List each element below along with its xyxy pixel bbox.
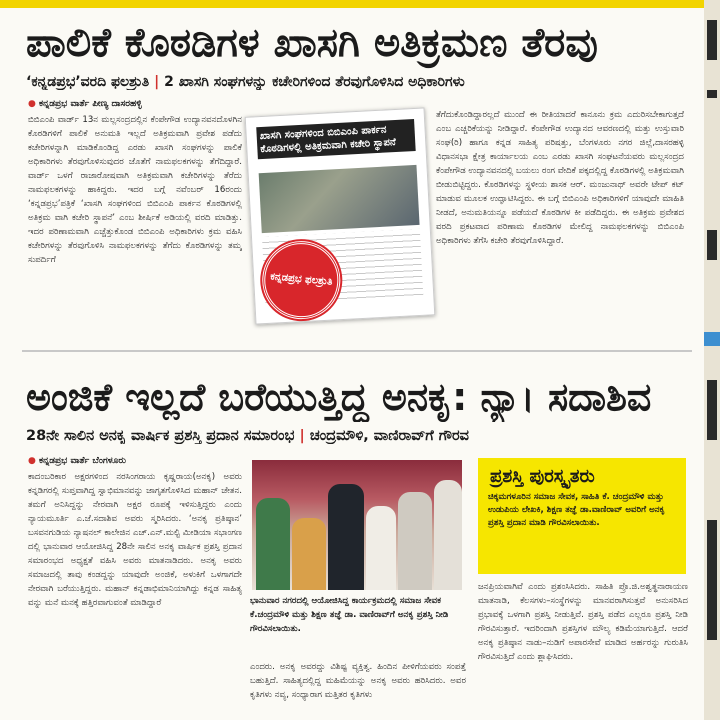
bullet-icon: ● (28, 99, 36, 109)
photo-caption: ಭಾನುವಾರ ನಗರದಲ್ಲಿ ಆಯೋಜಿಸಿದ್ದ ಕಾರ್ಯಕ್ರಮದಲ್ಲಿ ಸಮಾಜ ಸೇವಕ ಕೆ.ಚಂದ್ರಮೌಳಿ ಮತ್ತು ಶಿಕ್ಷಣ ತಜ್ಞೆ ಡಾ. ವಾಣಿರಾವ್‌ಗೆ ಅನಕೃ ಪ್ರಶಸ್ತಿ ನೀಡಿ ಗೌರವಿಸಲಾಯಿತು. (250, 596, 449, 634)
divider (22, 350, 692, 352)
article1-byline (28, 99, 142, 109)
byline-place: ಬೆಂಗಳೂರು (92, 456, 126, 466)
article2-column-2: ಎಂದರು. ಅನಕೃ ಅವರದ್ದು ವಿಶಿಷ್ಟ ವ್ಯಕ್ತಿತ್ವ. ಹಿಂದಿನ ಪೀಳಿಗೆಯವರು ಸಂಪತ್ತೆ ಬಹುತ್ತಿದೆ. ಸಾಹಿತ್ಯದಲ್ಲಿದ್ದ ಮಹಿಮೆಯನ್ನು ಅನಕೃ ಅವರು ಹರಿಸಿದರು. ಅವರ ಕೃತಿಗಳು ನವ್ಯ, ಸಂಧ್ಯಾರಾಗ ಮತ್ತಿತರ ಕೃತಿಗಳು (250, 662, 466, 700)
byline-place: ಪೀಣ್ಯ ದಾಸರಹಳ್ಳಿ (92, 99, 142, 109)
subhead-separator: | (154, 74, 160, 90)
article2-subhead (26, 428, 696, 444)
article1-column-1: ಬಿಬಿಎಂಪಿ ವಾರ್ಡ್ 13ನ ಮಲ್ಲಸಂದ್ರದಲ್ಲಿನ ಕೆಂಪೇಗೌಡ ಉದ್ಯಾನವನದೊಳಗಿನ ಕೊಠಡಿಗಳಿಗೆ ಪಾಲಿಕೆ ಅನುಮತಿ ಇಲ್ಲದೆ ಅತಿಕ್ರಮವಾಗಿ ಪ್ರವೇಶ ಪಡೆದು ಕಚೇರಿಗಳನ್ನಾಗಿ ಮಾಡಿಕೊಂಡಿದ್ದ ಎರಡು ಖಾಸಗಿ ಸಂಘಗಳನ್ನು ಪಾಲಿಕೆ ಅಧಿಕಾರಿಗಳು ತೆರವುಗೊಳಿಸುವುದರ ಜೊತೆಗೆ ನಾಮಫಲಕಗಳನ್ನು ತೆಗೆದಿದ್ದಾರೆ. ವಾರ್ಡ್ ಒಳಗೆ ರಾಜಾರೋಷವಾಗಿ ಅತಿಕ್ರಮವಾಗಿ ಕಚೇರಿಗಳನ್ನು ತೆರೆದು ನಾಮಫಲಕಗಳನ್ನು ಹಾಕಿದ್ದರು. ಇದರ ಬಗ್ಗೆ ನವೆಂಬರ್ 16ರಂದು ‘ಕನ್ನಡಪ್ರಭ’ಪತ್ರಿಕೆ ‘ಖಾಸಗಿ ಸಂಘಗಳಿಂದ ಬಿಬಿಎಂಪಿ ಪಾರ್ಕನ ಕೊಠಡಿಗಳಲ್ಲಿ ಅತಿಕ್ರಮ ವಾಗಿ ಕಚೇರಿ ಸ್ಥಾಪನೆ’ ಎಂಬ ಶೀರ್ಷಿಕೆ ಅಡಿಯಲ್ಲಿ ವರದಿ ಮಾಡಿತ್ತು. ಇದರ ಪರಿಣಾಮವಾಗಿ ಎಚ್ಚೆತ್ತುಕೊಂಡ ಬಿಬಿಎಂಪಿ ಅಧಿಕಾರಿಗಳು ಕ್ರಮ ವಹಿಸಿ ಕಚೇರಿಗಳನ್ನು ತೆರವುಗೊಳಿಸಿ ನಾಮಫಲಕಗಳನ್ನು ತೆಗೆದು ಕೊಠಡಿಗಳನ್ನು ತಮ್ಮ ಸುಪರ್ದಿಗೆ (28, 115, 242, 265)
article1-subhead-left: ‘ಕನ್ನಡಪ್ರಭ’ವರದಿ ಫಲಶ್ರುತಿ (26, 74, 150, 90)
article2-subhead-right: ಚಂದ್ರಮೌಳಿ, ವಾಣಿರಾವ್‌ಗೆ ಗೌರವ (309, 428, 469, 444)
article2-subhead-left: 28ನೇ ಸಾಲಿನ ಅನಕೃ ವಾರ್ಷಿಕ ಪ್ರಶಸ್ತಿ ಪ್ರದಾನ ಸಮಾರಂಭ (26, 428, 295, 444)
adjacent-page-edge (704, 0, 720, 720)
clipping-photo (259, 165, 420, 233)
award-box-title: ಪ್ರಶಸ್ತಿ ಪುರಸ್ಕೃತರು (490, 466, 595, 487)
award-box-text: ಚಿಕ್ಕಮಗಳೂರಿನ ಸಮಾಜ ಸೇವಕ, ಸಾಹಿತಿ ಕೆ. ಚಂದ್ರಮೌಳಿ ಮತ್ತು ಉಡುಪಿಯ ಲೇಖಕಿ, ಶಿಕ್ಷಣ ತಜ್ಞೆ ಡಾ.ವಾಣಿರಾವ್ ಅವರಿಗೆ ಅನಕೃ ಪ್ರಶಸ್ತಿ ಪ್ರದಾನ ಮಾಡಿ ಗೌರವಿಸಲಾಯಿತು. (488, 492, 665, 528)
award-winners-box (478, 458, 686, 574)
clipping-title: ಖಾಸಗಿ ಸಂಘಗಳಿಂದ ಬಿಬಿಎಂಪಿ ಪಾರ್ಕನ ಕೊಠಡಿಗಳಲ್ಲಿ ಅತಿಕ್ರಮವಾಗಿ ಕಚೇರಿ ಸ್ಥಾಪನೆ (256, 119, 415, 159)
article2-headline: ಅಂಜಿಕೆ ಇಲ್ಲದೆ ಬರೆಯುತ್ತಿದ್ದ ಅನಕೃ: ನ್ಯಾ। ಸದಾಶಿವ (26, 375, 652, 419)
article1-clipping (245, 107, 436, 324)
subhead-separator: | (299, 428, 305, 444)
article1-subhead-right: 2 ಖಾಸಗಿ ಸಂಘಗಳನ್ನು ಕಚೇರಿಗಳಿಂದ ತೆರವುಗೊಳಿಸಿದ ಅಧಿಕಾರಿಗಳು (164, 74, 465, 90)
article2-byline (28, 456, 126, 466)
article2-column-1: ಕಾದಂಬರಿಕಾರ ಅಕ್ಷರಗಳಿಂದ ನರಸಿಂಗರಾಯ ಕೃಷ್ಣರಾಯ(ಅನಕೃ) ಅವರು ಕನ್ನಡಿಗರಲ್ಲಿ ಸುಪ್ತವಾಗಿದ್ದ ಸ್ವಾಭಿಮಾನವನ್ನು ಜಾಗೃತಗೊಳಿಸಿದ ಮಹಾನ್ ಚೇತನ. ತಮಗೆ ಅನಿಸಿದ್ದನ್ನು ನೇರವಾಗಿ ಅಕ್ಷರ ರೂಪಕ್ಕೆ ಇಳಿಸುತ್ತಿದ್ದರು ಎಂದು ನ್ಯಾಯಮೂರ್ತಿ ಎ.ಜೆ.ಸದಾಶಿವ ಅವರು ಸ್ಮರಿಸಿದರು. ‘ಅನಕೃ ಪ್ರತಿಷ್ಠಾನ’ ಬಸವನಗುಡಿಯ ನ್ಯಾಷನಲ್ ಕಾಲೇಜಿನ ಎಚ್.ಎನ್.ಮಲ್ಟಿ ಮೀಡಿಯಾ ಸಭಾಂಗಣ ದಲ್ಲಿ ಭಾನುವಾರ ಆಯೋಜಿಸಿದ್ದ 28ನೇ ಸಾಲಿನ ಅನಕೃ ವಾರ್ಷಿಕ ಪ್ರಶಸ್ತಿ ಪ್ರದಾನ ಸಮಾರಂಭದ ಅಧ್ಯಕ್ಷತೆ ವಹಿಸಿ ಅವರು ಮಾತನಾಡಿದರು. ಅನಕೃ ಅವರು ಸಮಾಜದಲ್ಲಿ ತಾವು ಕಂಡದ್ದನ್ನು ಯಾವುದೇ ಅಂಜಿಕೆ, ಅಳುಕಿಗೆ ಒಳಗಾಗದೇ ನೇರವಾಗಿ ಬರೆಯುತ್ತಿದ್ದರು. ಮಹಾನ್ ಕನ್ನಡಾಭಿಮಾನಿಯಾಗಿದ್ದು ಕನ್ನಡ ಸಾಹಿತ್ಯ ವನ್ನು ಮನೆ ಮನಕ್ಕೆ ಹತ್ತಿರವಾಗುವಂತೆ ಮಾಡಿದ್ದಾರೆ (28, 472, 242, 608)
byline-name: ಕನ್ನಡಪ್ರಭ ವಾರ್ತೆ (39, 456, 90, 466)
bullet-icon: ● (28, 456, 36, 466)
article1-headline: ಪಾಲಿಕೆ ಕೊಠಡಿಗಳ ಖಾಸಗಿ ಅತಿಕ್ರಮಣ ತೆರವು (26, 20, 598, 66)
award-ceremony-photo (252, 460, 462, 590)
article1-subhead (26, 74, 696, 90)
phalashruti-stamp: ಕನ್ನಡಪ್ರಭ ಫಲಶ್ರುತಿ (259, 238, 344, 323)
article2-column-3: ಜನಪ್ರಿಯವಾಗಿವೆ ಎಂದು ಪ್ರಶಂಸಿಸಿದರು. ಸಾಹಿತಿ ಪ್ರೊ.ಜಿ.ಅಶ್ವತ್ಥನಾರಾಯಣ ಮಾತನಾಡಿ, ಕೆಲಸಗಳು–ಸಂಸ್ಥೆಗಳನ್ನು ಮಾನವರಾಗಿಸುತ್ತವೆ ಅನುಸರಿಸಿದ ಪ್ರಭಾವಕ್ಕೆ ಒಳಗಾಗಿ ಪ್ರಶಸ್ತಿ ನೀಡುತ್ತಿವೆ. ಪ್ರಶಸ್ತಿ ಪಡೆದ ಎಲ್ಲರೂ ಪ್ರಶಸ್ತಿ ನೀಡಿ ಗೌರವಿಸುತ್ತಾರೆ. ಇದರಿಂದಾಗಿ ಪ್ರಶಸ್ತಿಗಳ ಮೌಲ್ಯ ಕಡಿಮೆಯಾಗುತ್ತಿದೆ. ಆದರೆ ಅನಕೃ ಪ್ರತಿಷ್ಠಾನ ನಾಡು–ನುಡಿಗೆ ಅಪಾರಸೇವೆ ಮಾಡಿದ ಅರ್ಹರನ್ನು ಗುರುತಿಸಿ ಗೌರವಿಸುತ್ತಿದೆ ಎಂದು ಶ್ಲಾಘಿಸಿದರು. (478, 582, 688, 662)
top-yellow-strip (0, 0, 704, 8)
article1-column-2: ತೆಗೆದುಕೊಂಡಿದ್ದಾರಲ್ಲದೆ ಮುಂದೆ ಈ ರೀತಿಯಾದರೆ ಕಾನೂನು ಕ್ರಮ ಎದುರಿಸಬೇಕಾಗುತ್ತದೆ ಎಂಬ ಎಚ್ಚರಿಕೆಯನ್ನು ನೀಡಿದ್ದಾರೆ. ಕೆಂಪೇಗೌಡ ಉದ್ಯಾನದ ಆವರಣದಲ್ಲಿ ಮತ್ತು ಉಸ್ತುವಾರಿ ಸಂಘ(ರಿ) ಹಾಗೂ ಕನ್ನಡ ಸಾಹಿತ್ಯ ಪರಿಷತ್ತು, ಬೆಂಗಳೂರು ನಗರ ಜಿಲ್ಲೆ,ದಾಸರಹಳ್ಳಿ ವಿಧಾನಸಭಾ ಕ್ಷೇತ್ರ ಕಾರ್ಯಾಲಯ ಎಂಬ ಎರಡು ಖಾಸಗಿ ಸಂಘಟನೆಯವರು ಮಲ್ಲಸಂದ್ರದ ಕೆಂಪೇಗೌಡ ಉದ್ಯಾನವನದಲ್ಲಿ ಬಯಲು ರಂಗ ವೇದಿಕೆ ಪಕ್ಕದಲ್ಲಿದ್ದ ಕೊಠಡಿಗಳಲ್ಲಿ ಅತಿಕ್ರಮವಾಗಿ ಬೀಡುಬಿಟ್ಟಿದ್ದರು. ಕೊಠಡಿಗಳನ್ನು ಸ್ಥಳೀಯ ಶಾಸಕ ಆರ್. ಮಂಜುನಾಥ್ ಅವರೇ ಟೇಪ್ ಕಟ್ ಮಾಡುವ ಮೂಲಕ ಉದ್ಘಾಟಿಸಿದ್ದರು. ಈ ಬಗ್ಗೆ ಬಿಬಿಎಂಪಿ ಅಧಿಕಾರಿಗಳಿಗೆ ಯಾವುದೇ ಮಾಹಿತಿ ನೀಡದೆ, ಅನುಮತಿಯನ್ನೂ ಪಡೆಯದೆ ಕೊಠಡಿಗಳ ಕೀ ಪಡೆದಿದ್ದರು. ಈ ಅತಿಕ್ರಮ ಪ್ರವೇಶದ ವರದಿ ಪ್ರಕಟವಾದ ಪರಿಣಾಮ ಕೊಠಡಿಗಳ ಮೇಲಿದ್ದ ನಾಮಫಲಕಗಳನ್ನು ಬಿಬಿಎಂಪಿ ಅಧಿಕಾರಿಗಳು ತೆಗೆಸಿ ಕಚೇರಿ ತೆರವುಗೊಳಿಸಿದ್ದಾರೆ. (436, 110, 684, 246)
byline-name: ಕನ್ನಡಪ್ರಭ ವಾರ್ತೆ (39, 99, 90, 109)
